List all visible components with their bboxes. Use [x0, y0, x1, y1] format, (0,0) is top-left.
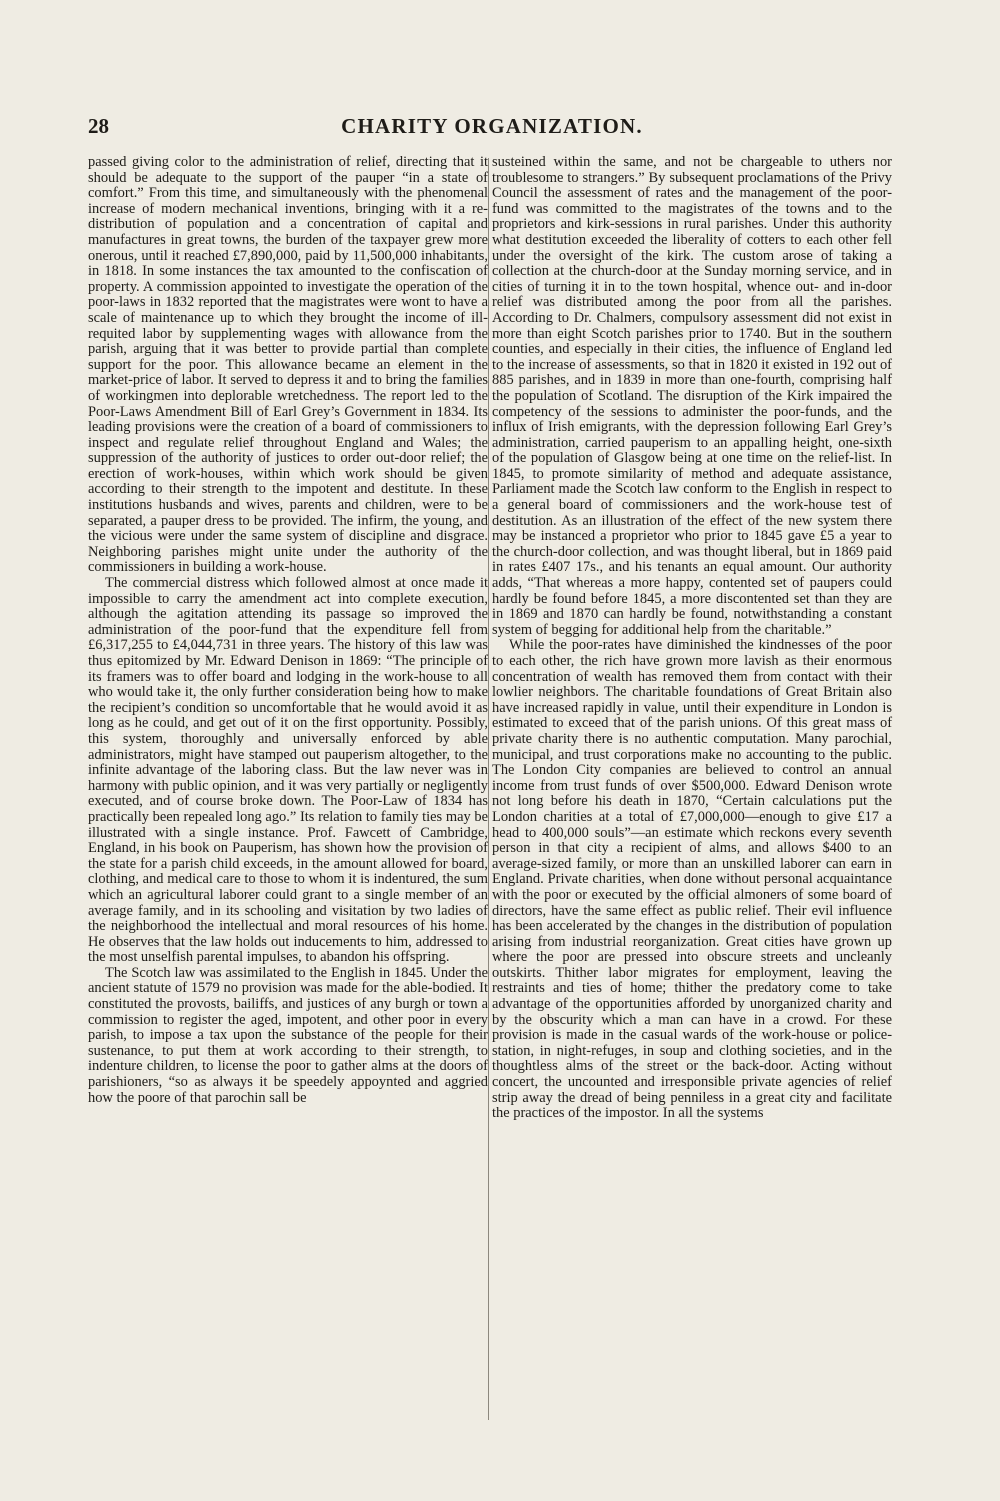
column-divider — [488, 158, 489, 1420]
paragraph: The commercial distress which followed almost at once made it impossible to carry the amendment act into complete execution, although the agitation attending its passage so improved the administration of the poor-fund that the expenditure fell from £6,317,255 to £4,044,731 in three years. The history of this law was thus epitomized by Mr. Edward Denison in 1869: “The principle of its framers was to offer board and lodging in the work-house to all who would take it, the only further consideration being how to make the recipient’s condition so uncomfortable that he would avoid it as long as he could, and get out of it on the first opportunity. Possibly, this system, thoroughly and universally enforced by able administrators, might have stamped out pauperism altogether, to the infinite advantage of the laboring class. But the law never was in harmony with public opinion, and it was very partially or negligently executed, and of course broke down. The Poor-Law of 1834 has practically been repealed long ago.” Its relation to family ties may be illustrated with a single instance. Prof. Fawcett of Cambridge, England, in his book on Pauperism, has shown how the provision of the state for a parish child exceeds, in the amount allowed for board, clothing, and medical care to those to whom it is indentured, the sum which an agricultural laborer could grant to a single member of an average family, and in its schooling and visitation by two ladies of the neighborhood the intellectual and moral resources of his home. He observes that the law holds out inducements to him, addressed to the most unselfish parental impulses, to abandon his offspring. — [88, 575, 488, 966]
paragraph: susteined within the same, and not be chargeable to uthers nor troublesome to strangers.” By subsequent proclamations of the Privy Council the assessment of rates and the management of the poor-fund was committed to the magistrates of the towns and to the proprietors and kirk-sessions in rural parishes. Under this authority what destitution exceeded the liberality of cotters to each other fell under the oversight of the kirk. The custom arose of taking a collection at the church-door at the Sunday morning service, and in cities of turning it in to the town hospital, whence out- and in-door relief was distributed among the poor from all the parishes. According to Dr. Chalmers, compulsory assessment did not exist in more than eight Scotch parishes prior to 1740. But in the southern counties, and especially in their cities, the influence of England led to the increase of assessments, so that in 1820 it existed in 192 out of 885 parishes, and in 1839 in more than one-fourth, comprising half the population of Scotland. The disruption of the Kirk impaired the competency of the sessions to administer the poor-funds, and the influx of Irish emigrants, with the depression following Earl Grey’s administration, carried pauperism to an appalling height, one-sixth of the population of Glasgow being at one time on the relief-list. In 1845, to promote similarity of method and adequate assistance, Parliament made the Scotch law conform to the English in respect to a general board of commissioners and the work-house test of destitution. As an illustration of the effect of the new system there may be instanced a proprietor who prior to 1845 gave £5 a year to the church-door collection, and was thought liberal, but in 1869 paid in rates £407 17s., and his tenants an equal amount. Our authority adds, “That whereas a more happy, contented set of paupers could hardly be found before 1845, a more discontented set than they are in 1869 and 1870 can hardly be found, notwithstanding a constant system of begging for additional help from the charitable.” — [492, 154, 892, 638]
page-number: 28 — [88, 114, 109, 138]
left-column — [88, 155, 488, 1106]
paragraph: passed giving color to the administration of relief, directing that it should be adequate to the support of the pauper “in a state of comfort.” From this time, and simultaneously with the phenomenal increase of modern mechanical inventions, bringing with it a re-distribution of population and a concentration of capital and manufactures in great towns, the burden of the taxpayer grew more onerous, until it reached £7,890,000, paid by 11,500,000 inhabitants, in 1818. In some instances the tax amounted to the confiscation of property. A commission appointed to investigate the operation of the poor-laws in 1832 reported that the magistrates were wont to have a scale of maintenance up to which they brought the income of ill-requited labor by supplementing wages with allowance from the parish, arguing that it was better to provide partial than complete support for the poor. This allowance became an element in the market-price of labor. It served to depress it and to bring the families of workingmen into deplorable wretchedness. The report led to the Poor-Laws Amendment Bill of Earl Grey’s Government in 1834. Its leading provisions were the creation of a board of commissioners to inspect and regulate relief throughout England and Wales; the suppression of the authority of justices to order out-door relief; the erection of work-houses, within which work should be given according to their strength to the impotent and destitute. In these institutions husbands and wives, parents and children, were to be separated, a pauper dress to be provided. The infirm, the young, and the vicious were under the same system of discipline and disgrace. Neighboring parishes might unite under the authority of the commissioners in building a work-house. — [88, 154, 488, 576]
paragraph: The Scotch law was assimilated to the English in 1845. Under the ancient statute of 1579 no provision was made for the able-bodied. It constituted the provosts, bailiffs, and justices of any burgh or town a commission to register the aged, impotent, and other poor in every parish, to impose a tax upon the substance of the people for their sustenance, to put them at work according to their strength, to indenture children, to license the poor to gather alms at the doors of parishioners, “so as always it be speedely appoynted and aggried how the poore of that parochin sall be — [88, 964, 488, 1106]
right-column — [492, 155, 892, 1122]
paragraph: While the poor-rates have diminished the kindnesses of the poor to each other, the rich have grown more lavish as their enormous concentration of wealth has removed them from contact with their lowlier neighbors. The charitable foundations of Great Britain also have increased rapidly in value, until their expenditure in London is estimated to exceed that of the parish unions. Of this great mass of private charity there is no authentic computation. Many parochial, municipal, and trust corporations make no accounting to the public. The London City companies are believed to control an annual income from trust funds of over $500,000. Edward Denison wrote not long before his death in 1870, “Certain calculations put the London charities at a total of £7,000,000—enough to give £17 a head to 400,000 souls”—an estimate which reckons every seventh person in that city a recipient of alms, and allows $400 to an average-sized family, or more than an unskilled laborer can earn in England. Private charities, when done without personal acquaintance with the poor or executed by the official almoners of some board of directors, have the same effect as public relief. Their evil influence has been accelerated by the changes in the distribution of population arising from industrial reorganization. Great cities have grown up where the poor are pressed into obscure streets and uncleanly outskirts. Thither labor migrates for employment, leaving the restraints and ties of home; thither the predatory come to take advantage of the opportunities afforded by unorganized charity and by the obscurity which a man can have in a crowd. For these provision is made in the casual wards of the work-house or police-station, in night-refuges, in soup and clothing societies, and in the thoughtless alms of the street or the back-door. Acting without concert, the uncounted and irresponsible private agencies of relief strip away the dread of being penniless in a great city and facilitate the practices of the impostor. In all the systems — [492, 637, 892, 1122]
page-header — [88, 114, 896, 144]
running-title: CHARITY ORGANIZATION. — [341, 114, 643, 138]
